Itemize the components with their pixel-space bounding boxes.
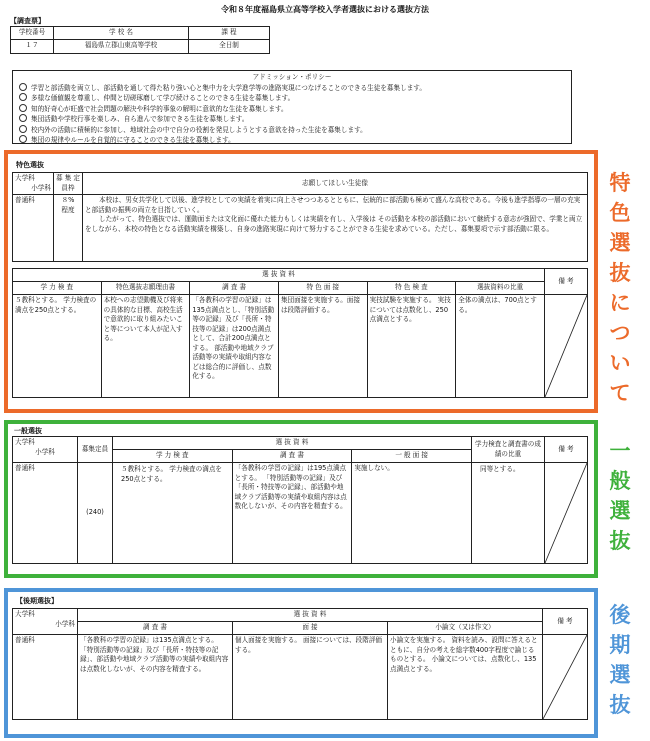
cell-note-empty xyxy=(545,295,588,398)
ippan-section-label: 一般選抜 xyxy=(14,427,42,435)
header-school-number: 学校番号 xyxy=(11,27,54,40)
side-char: 特 xyxy=(609,171,631,195)
side-char: 抜 xyxy=(609,693,631,717)
admission-policy xyxy=(12,70,572,144)
side-char: に xyxy=(609,291,631,315)
diagonal-line xyxy=(545,463,587,563)
header-academic-test: 学 力 検 査 xyxy=(113,450,233,463)
tokushoku-section-label: 特色選抜 xyxy=(16,161,44,169)
cell-report: 「各教科の学習の記録」は195点満点とする。 「特別活動等の記録」及び「長所・特技等の記録」、部活動や地域クラブ活動等の実績や取組内容は点数化しないが、その内容を精査する。 xyxy=(232,463,352,564)
cell-report: 「各教科の学習の記録」は135点満点とする。 「特別活動等の記録」及び「長所・特技等の記録」、部活動や地域クラブ活動等の実績や取組内容は点数化しないが、その内容を精査する。 xyxy=(78,635,233,720)
cell-interview: 個人面接を実施する。 面接については、段階評価する。 xyxy=(233,635,388,720)
header-note: 備 考 xyxy=(545,269,588,295)
header-interview: 特 色 面 接 xyxy=(278,282,367,295)
policy-item: 集団活動や学校行事を楽しみ、自ら進んで参加できる生徒を募集します。 xyxy=(19,114,565,125)
cell-report: 「各教科の学習の記録」は135点満点とし、「特別活動等の記録」及び「長所・特技等の記録」は200点満点として、合計200点満点とする。 部活動や地域クラブ活動等の実績や取組内容などは総合的に評価し、点数化する。 xyxy=(190,295,279,398)
header-course: 大学科 小学科 xyxy=(13,609,78,635)
header-note: 備 考 xyxy=(543,609,588,635)
cell-reason-form: 本校への志望動機及び将来の具体的な目標、高校生活で意欲的に取り組みたいこと等について本人が記入する。 xyxy=(101,295,190,398)
course-type: 全日制 xyxy=(189,39,270,53)
side-char: 選 xyxy=(609,231,631,255)
side-char: 選 xyxy=(609,663,631,687)
circle-bullet-icon xyxy=(19,135,27,143)
materials-heading: 選 抜 資 料 xyxy=(113,437,472,450)
header-academic-test: 学 力 検 査 xyxy=(13,282,102,295)
side-char: 期 xyxy=(609,633,631,657)
course-name: 普通科 xyxy=(13,463,78,564)
cell-note-empty xyxy=(543,635,588,720)
circle-bullet-icon xyxy=(19,125,27,133)
side-char: 後 xyxy=(609,603,631,627)
header-report: 調 査 書 xyxy=(78,622,233,635)
wish-cell xyxy=(83,195,588,262)
policy-item: 知的好奇心が旺盛で社会問題の解決や科学的事象の解明に意欲的な生徒を募集します。 xyxy=(19,104,565,115)
kouki-side-label xyxy=(606,600,634,720)
header-essay: 小論文（又は作文） xyxy=(388,622,543,635)
circle-bullet-icon xyxy=(19,104,27,112)
header-weight: 選抜資料の比重 xyxy=(456,282,545,295)
side-char: 般 xyxy=(609,469,631,493)
course-name: 普通科 xyxy=(13,195,54,262)
header-ratio: 学力検査と調査書の成績の比重 xyxy=(472,437,545,463)
materials-heading: 選 抜 資 料 xyxy=(13,269,545,282)
header-reason-form: 特色選抜志願理由書 xyxy=(101,282,190,295)
cell-ratio: 同等とする。 xyxy=(472,463,545,564)
header-quota: 募 集 定員枠 xyxy=(54,173,83,195)
side-char: 一 xyxy=(609,439,631,463)
side-char: て xyxy=(609,381,631,405)
ippan-side-label xyxy=(606,436,634,556)
header-wish: 志願してほしい生徒像 xyxy=(83,173,588,195)
survey-section-label: 【調査票】 xyxy=(10,17,45,25)
diagonal-line xyxy=(543,635,587,719)
kouki-section-label: 【後期選抜】 xyxy=(16,597,58,605)
wish-paragraph: 本校は、男女共学化して以後、進学校としての実績を着実に向上させつつあるとともに、伝統的に部活動も極めて盛んな高校である。今後も進学指導の一層の充実と部活動の振興の両立を目指していく。 xyxy=(85,196,581,214)
side-char: つ xyxy=(609,321,631,345)
side-char: 抜 xyxy=(609,529,631,553)
cell-note-empty xyxy=(545,463,588,564)
side-char: 抜 xyxy=(609,261,631,285)
survey-table xyxy=(10,26,270,54)
header-interview: 面 接 xyxy=(233,622,388,635)
school-name: 福島県立郡山東高等学校 xyxy=(54,39,189,53)
policy-item: 多様な価値観を尊重し、仲間と切磋琢磨して学び続けることのできる生徒を募集します。 xyxy=(19,93,565,104)
tokushoku-materials-table xyxy=(12,268,588,398)
course-name: 普通科 xyxy=(13,635,78,720)
circle-bullet-icon xyxy=(19,83,27,91)
side-char: 色 xyxy=(609,201,631,225)
circle-bullet-icon xyxy=(19,114,27,122)
header-note: 備 考 xyxy=(545,437,588,463)
cell-weight: 全体の満点は、700点とする。 xyxy=(456,295,545,398)
tokushoku-side-label xyxy=(606,168,634,408)
cell-special-test: 実技試験を実施する。 実技については点数化し、250点満点とする。 xyxy=(367,295,456,398)
cell-interview: 集団面接を実施する。面接は段階評価する。 xyxy=(278,295,367,398)
header-report: 調 査 書 xyxy=(190,282,279,295)
header-special-test: 特 色 検 査 xyxy=(367,282,456,295)
header-school-name: 学 校 名 xyxy=(54,27,189,40)
side-char: 選 xyxy=(609,499,631,523)
header-interview: 一 般 面 接 xyxy=(352,450,472,463)
header-course: 大学科 小学科 xyxy=(13,173,54,195)
policy-item: 学習と部活動を両立し、部活動を通して得た粘り強い心と集中力を大学進学等の進路実現につなげることのできる生徒を募集します。 xyxy=(19,83,565,94)
ippan-table xyxy=(12,436,588,564)
wish-paragraph: したがって、特色選抜では、運動面または文化面に優れた能力もしくは実績を有し、入学後は その活動を本校の部活動において継続する意志が強固で、学業と両立をしながら、本校の特色となる活動実績を構築し、自身の進路実現に向けて努力することができる生徒を求めている。ただし、募集要項で示す部活動に限る。 xyxy=(85,215,583,233)
policy-heading: アドミッション・ポリシー xyxy=(252,73,332,81)
tokushoku-upper-table xyxy=(12,172,588,262)
kouki-table xyxy=(12,608,588,720)
header-quota: 募集定員 xyxy=(78,437,113,463)
side-char: い xyxy=(609,351,631,375)
quota-cell: ８% 程度 xyxy=(54,195,83,262)
header-course: 課 程 xyxy=(189,27,270,40)
policy-item: 校内外の活動に積極的に参加し、地域社会の中で自分の役割を発見しようとする意欲を持った生徒を募集します。 xyxy=(19,125,565,136)
header-report: 調 査 書 xyxy=(232,450,352,463)
circle-bullet-icon xyxy=(19,93,27,101)
school-number: １７ xyxy=(11,39,54,53)
diagonal-line xyxy=(545,295,587,397)
cell-interview: 実施しない。 xyxy=(352,463,472,564)
policy-item: 集団の規律やルールを自覚的に守ることのできる生徒を募集します。 xyxy=(19,135,565,146)
header-course: 大学科 小学科 xyxy=(13,437,78,463)
page-title: 令和８年度福島県立高等学校入学者選抜における選抜方法 xyxy=(221,5,429,14)
quota-cell: (240) xyxy=(78,463,113,564)
cell-essay: 小論文を実施する。 資料を読み、設問に答えるとともに、自分の考えを総字数400字程度で論じるものとする。 小論文については、点数化し、135点満点とする。 xyxy=(388,635,543,720)
materials-heading: 選 抜 資 料 xyxy=(78,609,543,622)
cell-academic-test: ５教科とする。 学力検査の満点を250点とする。 xyxy=(113,463,233,564)
cell-academic-test: ５教科とする。 学力検査の満点を250点とする。 xyxy=(13,295,102,398)
